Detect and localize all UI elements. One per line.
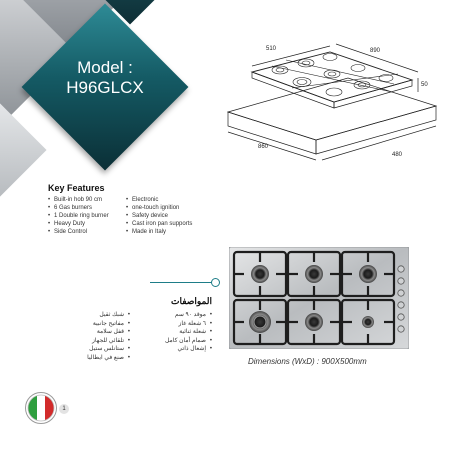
arabic-spec-item: • صنع في ايطاليا: [62, 354, 130, 363]
feature-item: • Cast iron pan supports: [126, 220, 192, 228]
model-title: [40, 58, 170, 98]
arabic-spec-item: • تلقائي للجهاز: [62, 337, 130, 346]
hob-line-drawing: [222, 30, 444, 190]
dimension-diagram: [222, 30, 444, 190]
arabic-specs-list-right: [138, 311, 212, 354]
arabic-specs-title: المواصفات: [170, 296, 212, 306]
model-code: H96GLCX: [66, 78, 144, 97]
arabic-spec-item: • إشعال ذاتي: [138, 345, 212, 354]
arabic-spec-item: • شعلة ثنائية: [138, 328, 212, 337]
key-features-title: Key Features: [48, 183, 105, 193]
arabic-spec-item: • ٦ شعلة غاز: [138, 320, 212, 329]
page-number: 1: [59, 404, 69, 414]
decorative-tile: [0, 93, 47, 206]
feature-item: • Electronic: [126, 196, 192, 204]
italy-flag-icon: [25, 392, 57, 424]
feature-item: • Heavy Duty: [48, 220, 109, 228]
gas-hob-illustration: [229, 247, 409, 349]
feature-item: • Side Control: [48, 228, 109, 236]
arabic-specs-list-left: [62, 311, 130, 362]
arabic-spec-item: • ستانلس ستيل: [62, 345, 130, 354]
feature-item: • 6 Gas burners: [48, 204, 109, 212]
arabic-spec-item: • موقد ٩٠ سم: [138, 311, 212, 320]
arabic-spec-item: • قفل سلامة: [62, 328, 130, 337]
arabic-spec-item: • مفاتيح جانبية: [62, 320, 130, 329]
feature-item: • one-touch ignition: [126, 204, 192, 212]
arabic-spec-item: • شبك ثقيل: [62, 311, 130, 320]
feature-item: • Safety device: [126, 212, 192, 220]
dimension-label: 860: [258, 144, 269, 150]
product-dimensions: Dimensions (WxD) : 900X500mm: [248, 357, 367, 366]
product-image: [229, 247, 409, 349]
arabic-spec-item: • صمام أمان كامل: [138, 337, 212, 346]
section-divider-dot: [211, 278, 220, 287]
dimension-label: 890: [370, 48, 381, 54]
key-features-list-right: [126, 196, 192, 236]
feature-item: • Built-in hob 90 cm: [48, 196, 109, 204]
feature-item: • Made in Italy: [126, 228, 192, 236]
feature-item: • 1 Double ring burner: [48, 212, 109, 220]
key-features-list-left: [48, 196, 109, 236]
dimension-label: 50: [421, 82, 428, 88]
dimension-label: 510: [266, 46, 277, 52]
model-label: Model :: [77, 58, 133, 77]
dimension-label: 480: [392, 152, 403, 158]
section-divider: [150, 282, 212, 283]
